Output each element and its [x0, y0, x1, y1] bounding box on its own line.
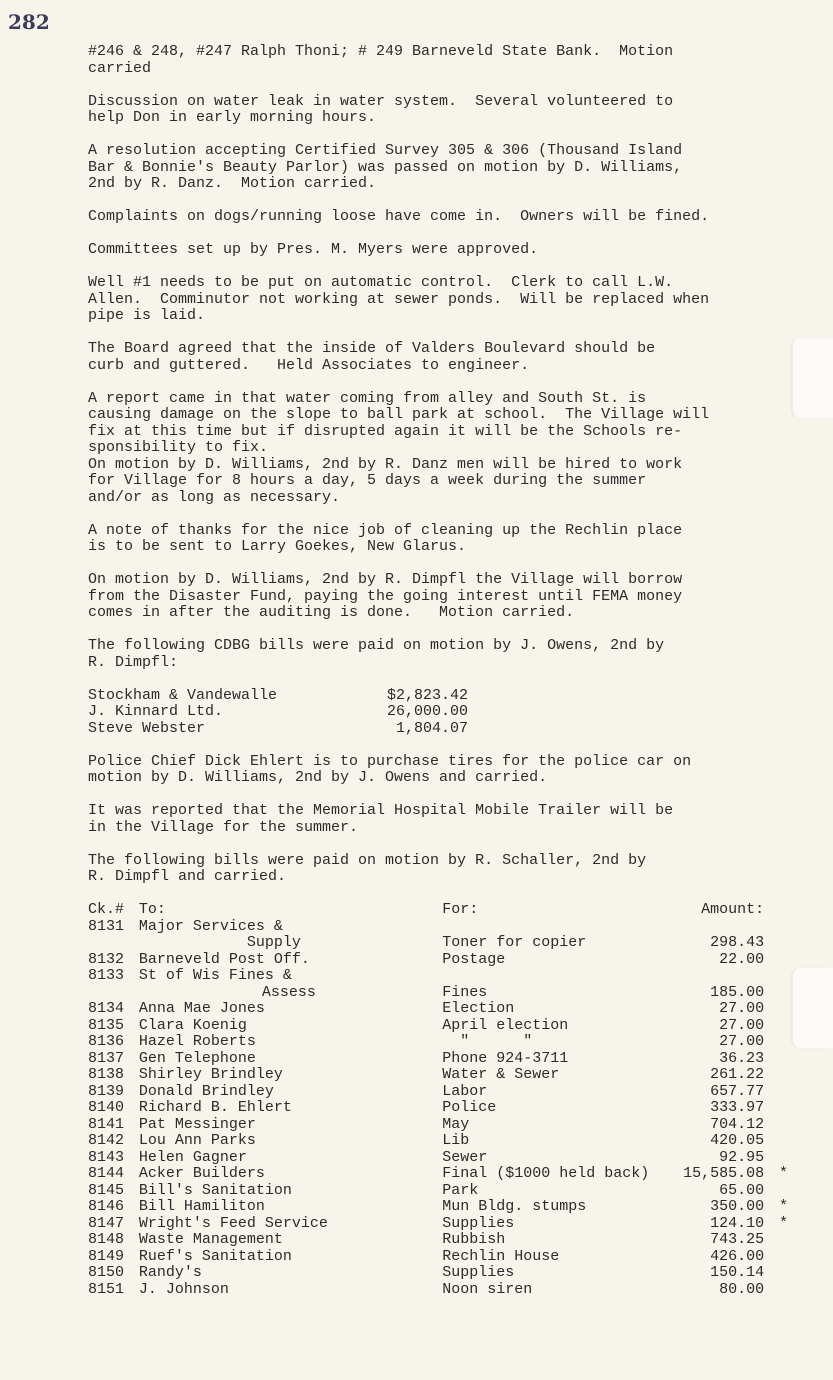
cdbg-bill-payee: J. Kinnard Ltd. — [88, 703, 224, 720]
check-payee-continued: Supply — [246, 934, 301, 951]
check-number: 8146 — [88, 1198, 125, 1215]
check-amount: 22.00 — [719, 950, 765, 968]
check-purpose: Toner for copier — [442, 934, 587, 951]
check-number: 8133 — [88, 967, 125, 984]
check-number: 8151 — [88, 1280, 125, 1298]
check-purpose: Phone 924-3711 — [442, 1049, 569, 1067]
table-row — [88, 919, 788, 936]
check-mark — [764, 1183, 788, 1200]
check-mark — [764, 968, 788, 985]
check-payee: Major Services & — [138, 917, 283, 935]
check-mark — [764, 1117, 788, 1134]
header-ck: Ck.# — [88, 901, 125, 918]
check-payee: Barneveld Post Off. — [138, 950, 310, 968]
table-row — [88, 968, 788, 985]
check-amount: 80.00 — [719, 1280, 765, 1298]
table-row — [88, 1150, 788, 1167]
check-purpose: Rubbish — [442, 1231, 506, 1248]
check-number: 8143 — [88, 1148, 125, 1166]
check-number: 8134 — [88, 1000, 125, 1017]
check-payee: Waste Management — [138, 1231, 283, 1248]
check-amount: 704.12 — [710, 1115, 765, 1133]
check-number: 8132 — [88, 950, 125, 968]
table-row — [88, 1282, 788, 1299]
check-purpose: Rechlin House — [442, 1247, 560, 1265]
minutes-paragraphs-after — [88, 754, 788, 886]
cdbg-bill-row — [88, 688, 788, 705]
cdbg-bill-payee: Stockham & Vandewalle — [88, 686, 278, 704]
check-purpose: Election — [442, 1000, 515, 1017]
header-to: To: — [138, 901, 166, 918]
check-mark — [764, 1133, 788, 1150]
check-amount: 298.43 — [710, 934, 765, 951]
check-mark — [764, 1150, 788, 1167]
check-payee: Helen Gagner — [138, 1148, 247, 1166]
paragraph: The following CDBG bills were paid on motion by J. Owens, 2nd by R. Dimpfl: — [88, 637, 665, 671]
check-amount: 185.00 — [710, 983, 765, 1001]
check-mark — [764, 1051, 788, 1068]
check-number: 8135 — [88, 1016, 125, 1034]
check-payee: Donald Brindley — [138, 1082, 274, 1100]
check-mark: * — [778, 1165, 788, 1182]
check-amount: 657.77 — [710, 1082, 765, 1100]
page-number: 282 — [8, 10, 50, 34]
check-amount — [665, 968, 764, 985]
check-amount: 150.14 — [710, 1264, 765, 1281]
check-payee: Shirley Brindley — [138, 1066, 283, 1083]
check-mark — [764, 1100, 788, 1117]
table-row-continued — [88, 935, 788, 952]
check-number-empty — [88, 935, 139, 952]
check-number: 8138 — [88, 1066, 125, 1083]
paragraph: #246 & 248, #247 Ralph Thoni; # 249 Barneveld State Bank. Motion carried — [88, 43, 674, 77]
paragraph: The following bills were paid on motion by R. Schaller, 2nd by R. Dimpfl and carried. — [88, 851, 647, 885]
check-amount: 15,585.08 — [683, 1165, 765, 1182]
paragraph: The Board agreed that the inside of Valders Boulevard should be curb and guttered. Held Associates to engineer. — [88, 340, 656, 374]
check-mark — [764, 1018, 788, 1035]
check-payee: Gen Telephone — [138, 1049, 256, 1067]
check-amount: 124.10 — [710, 1214, 765, 1232]
check-number: 8149 — [88, 1247, 125, 1265]
table-row — [88, 1084, 788, 1101]
check-purpose: Postage — [442, 950, 506, 968]
check-payee: Ruef's Sanitation — [138, 1247, 292, 1265]
paragraph: Committees set up by Pres. M. Myers were approved. — [88, 241, 539, 258]
check-number: 8147 — [88, 1214, 125, 1232]
check-payee: Bill's Sanitation — [138, 1181, 292, 1199]
check-purpose: Police — [442, 1099, 497, 1116]
bills-table-body — [88, 919, 788, 1299]
check-number-empty — [88, 985, 139, 1002]
table-row — [88, 1133, 788, 1150]
header-amount: Amount: — [701, 901, 765, 918]
check-amount: 27.00 — [719, 1033, 765, 1050]
check-mark — [764, 1265, 788, 1282]
check-purpose: Noon siren — [442, 1280, 533, 1298]
table-row — [88, 1001, 788, 1018]
check-number: 8140 — [88, 1099, 125, 1116]
check-number: 8131 — [88, 917, 125, 935]
table-row — [88, 1166, 788, 1183]
check-mark — [764, 919, 788, 936]
check-payee: St of Wis Fines & — [138, 967, 292, 984]
check-amount: 426.00 — [710, 1247, 765, 1265]
check-amount: 65.00 — [719, 1181, 765, 1199]
check-payee: Clara Koenig — [138, 1016, 247, 1034]
check-payee: Anna Mae Jones — [138, 1000, 265, 1017]
cdbg-bill-amount: 26,000.00 — [386, 703, 468, 720]
check-amount: 333.97 — [710, 1099, 765, 1116]
paragraph: A report came in that water coming from alley and South St. is causing damage on the slope to ball park at school. The Village will fix at this time but if disrupted again it will be the Schools re- sponsibility to fix. On motion by D. Williams, 2nd by R. Danz men will be hired to work for Village for 8 hours a day, 5 days a week during the summer and/or as long as necessary. — [88, 389, 710, 506]
check-mark — [764, 1001, 788, 1018]
table-row — [88, 1034, 788, 1051]
check-payee: Acker Builders — [138, 1165, 265, 1182]
check-mark — [764, 1232, 788, 1249]
table-row — [88, 1199, 788, 1216]
check-mark — [764, 952, 788, 969]
cdbg-bill-row — [88, 721, 788, 738]
check-amount: 27.00 — [719, 1016, 765, 1034]
check-purpose: Lib — [442, 1132, 470, 1149]
check-payee: J. Johnson — [138, 1280, 229, 1298]
table-row — [88, 1265, 788, 1282]
check-purpose: May — [442, 1115, 470, 1133]
check-purpose: Supplies — [442, 1264, 515, 1281]
cdbg-bill-row — [88, 704, 788, 721]
check-mark — [764, 1034, 788, 1051]
paragraph: On motion by D. Williams, 2nd by R. Dimpfl the Village will borrow from the Disaster Fund, paying the going interest until FEMA money comes in after the auditing is done. Motion carried. — [88, 571, 683, 621]
table-row — [88, 1232, 788, 1249]
table-row — [88, 952, 788, 969]
check-amount: 261.22 — [710, 1066, 765, 1083]
check-number: 8141 — [88, 1115, 125, 1133]
check-number: 8145 — [88, 1181, 125, 1199]
bills-table — [88, 902, 788, 1298]
table-row-continued — [88, 985, 788, 1002]
check-purpose: Supplies — [442, 1214, 515, 1232]
check-amount: 743.25 — [710, 1231, 765, 1248]
check-payee-continued: Assess — [261, 983, 316, 1001]
check-purpose — [442, 968, 665, 985]
table-header-row — [88, 902, 788, 919]
check-number: 8136 — [88, 1033, 125, 1050]
check-payee: Richard B. Ehlert — [138, 1099, 292, 1116]
check-amount: 92.95 — [719, 1148, 765, 1166]
cdbg-bills-list — [88, 688, 788, 738]
cdbg-bill-amount: 1,804.07 — [395, 719, 468, 737]
check-purpose: Water & Sewer — [442, 1066, 560, 1083]
table-row — [88, 1067, 788, 1084]
check-purpose: Fines — [442, 983, 488, 1001]
check-amount: 350.00 — [710, 1198, 765, 1215]
check-number: 8144 — [88, 1165, 125, 1182]
table-row — [88, 1018, 788, 1035]
paragraph: A note of thanks for the nice job of cleaning up the Rechlin place is to be sent to Larry Goekes, New Glarus. — [88, 521, 683, 555]
table-row — [88, 1100, 788, 1117]
minutes-body — [88, 44, 788, 1298]
paragraph: Discussion on water leak in water system. Several volunteered to help Don in early morning hours. — [88, 92, 674, 126]
cdbg-bill-amount: $2,823.42 — [386, 686, 468, 704]
paragraph: Police Chief Dick Ehlert is to purchase tires for the police car on motion by D. Williams, 2nd by J. Owens and carried. — [88, 752, 692, 786]
check-mark: * — [778, 1198, 788, 1215]
check-amount: 36.23 — [719, 1049, 765, 1067]
paragraph: It was reported that the Memorial Hospital Mobile Trailer will be in the Village for the summer. — [88, 802, 674, 836]
check-mark — [764, 1249, 788, 1266]
paragraph: Complaints on dogs/running loose have come in. Owners will be fined. — [88, 208, 710, 225]
paragraph: Well #1 needs to be put on automatic control. Clerk to call L.W. Allen. Comminutor not working at sewer ponds. Will be replaced when pipe is laid. — [88, 274, 710, 324]
check-purpose — [442, 919, 665, 936]
page-tab-bottom — [792, 968, 833, 1048]
check-mark — [764, 1084, 788, 1101]
check-purpose: April election — [442, 1016, 569, 1034]
check-purpose: Sewer — [442, 1148, 488, 1166]
check-mark — [764, 985, 788, 1002]
check-payee: Randy's — [138, 1264, 202, 1281]
check-payee: Pat Messinger — [138, 1115, 256, 1133]
check-purpose: Labor — [442, 1082, 488, 1100]
check-mark — [764, 1282, 788, 1299]
check-purpose: Mun Bldg. stumps — [442, 1198, 587, 1215]
check-amount — [665, 919, 764, 936]
check-amount: 420.05 — [710, 1132, 765, 1149]
check-payee: Wright's Feed Service — [138, 1214, 328, 1232]
cdbg-bill-payee: Steve Webster — [88, 719, 206, 737]
minutes-paragraphs — [88, 44, 788, 671]
check-amount: 27.00 — [719, 1000, 765, 1017]
check-mark — [764, 935, 788, 952]
table-row — [88, 1183, 788, 1200]
check-number: 8137 — [88, 1049, 125, 1067]
check-payee: Hazel Roberts — [138, 1033, 256, 1050]
check-payee: Bill Hamiliton — [138, 1198, 265, 1215]
check-purpose: " " — [442, 1033, 533, 1050]
table-row — [88, 1117, 788, 1134]
check-purpose: Final ($1000 held back) — [442, 1165, 650, 1182]
check-number: 8142 — [88, 1132, 125, 1149]
header-for: For: — [442, 901, 479, 918]
table-row — [88, 1216, 788, 1233]
table-row — [88, 1051, 788, 1068]
check-number: 8139 — [88, 1082, 125, 1100]
check-mark: * — [778, 1214, 788, 1232]
paragraph: A resolution accepting Certified Survey 305 & 306 (Thousand Island Bar & Bonnie's Beauty Parlor) was passed on motion by D. Williams, 2nd by R. Danz. Motion carried. — [88, 142, 683, 192]
check-number: 8150 — [88, 1264, 125, 1281]
page-tab-top — [792, 338, 833, 418]
table-row — [88, 1249, 788, 1266]
check-purpose: Park — [442, 1181, 479, 1199]
check-payee: Lou Ann Parks — [138, 1132, 256, 1149]
check-mark — [764, 1067, 788, 1084]
check-number: 8148 — [88, 1231, 125, 1248]
